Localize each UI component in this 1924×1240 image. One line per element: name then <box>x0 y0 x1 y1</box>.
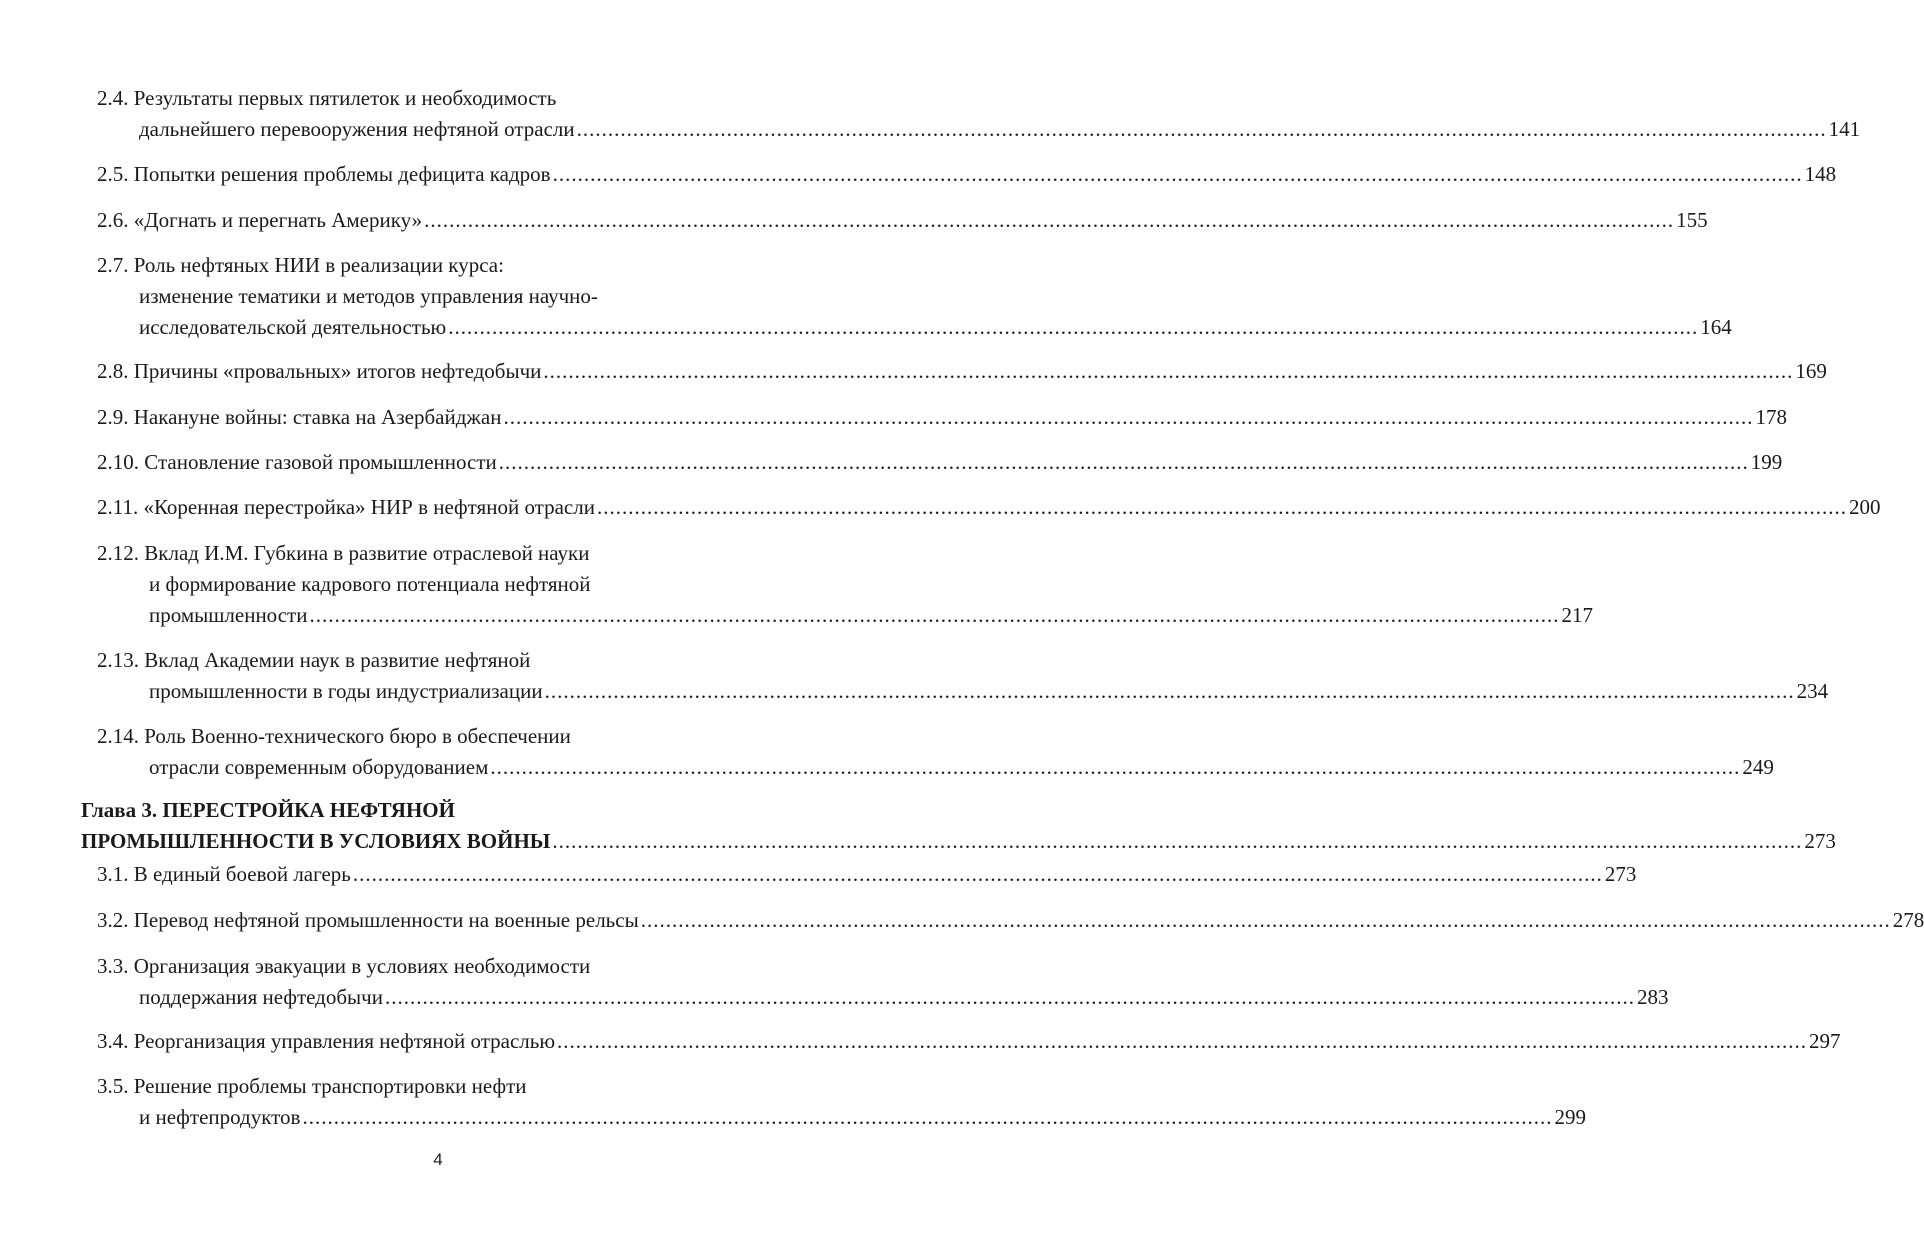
toc-title: 2.11. «Коренная перестройка» НИР в нефтяной отрасли <box>97 495 595 519</box>
dot-leader: ........................................................................................................................................................................................................ <box>503 405 1754 429</box>
toc-title: 2.13. Вклад Академии наук в развитие нефтяной <box>97 648 531 672</box>
dot-leader: ........................................................................................................................................................................................................ <box>448 315 1699 339</box>
dot-leader: ........................................................................................................................................................................................................ <box>490 755 1741 779</box>
dot-leader: ........................................................................................................................................................................................................ <box>552 829 1803 853</box>
toc-title: 3.3. Организация эвакуации в условиях необходимости <box>97 954 591 978</box>
toc-title: 2.14. Роль Военно-технического бюро в обеспечении <box>97 724 571 748</box>
dot-leader: ........................................................................................................................................................................................................ <box>596 495 1847 519</box>
toc-title: дальнейшего перевооружения нефтяной отрасли <box>139 117 575 141</box>
toc-page-number: 178 <box>1755 405 1787 429</box>
toc-title: поддержания нефтедобычи <box>139 985 383 1009</box>
dot-leader: ........................................................................................................................................................................................................ <box>552 162 1803 186</box>
toc-title: и формирование кадрового потенциала нефтяной <box>149 572 591 596</box>
page-number: 4 <box>433 1150 443 1169</box>
toc-title: 2.12. Вклад И.М. Губкина в развитие отраслевой науки <box>97 541 590 565</box>
toc-page-number: 155 <box>1676 208 1708 232</box>
dot-leader: ........................................................................................................................................................................................................ <box>576 117 1827 141</box>
toc-title: 3.4. Реорганизация управления нефтяной отраслью <box>97 1029 556 1053</box>
toc-page-number: 283 <box>1636 985 1669 1009</box>
dot-leader: ........................................................................................................................................................................................................ <box>424 208 1675 232</box>
dot-leader: ........................................................................................................................................................................................................ <box>640 908 1891 932</box>
dot-leader: ........................................................................................................................................................................................................ <box>302 1105 1553 1129</box>
dot-leader: ........................................................................................................................................................................................................ <box>384 985 1635 1009</box>
toc-title: 3.5. Решение проблемы транспортировки нефти <box>97 1074 527 1098</box>
toc-title: Глава 3. ПЕРЕСТРОЙКА НЕФТЯНОЙ <box>81 798 455 822</box>
toc-page-number: 299 <box>1554 1105 1586 1129</box>
toc-title: промышленности в годы индустриализации <box>149 679 543 703</box>
toc-title: изменение тематики и методов управления научно- <box>139 284 598 308</box>
toc-title: 2.6. «Догнать и перегнать Америку» <box>97 208 423 232</box>
toc-title: и нефтепродуктов <box>139 1105 301 1129</box>
toc-page-number: 217 <box>1561 603 1593 627</box>
toc-title: 2.8. Причины «провальных» итогов нефтедобычи <box>97 359 542 383</box>
toc-title: 2.4. Результаты первых пятилеток и необходимость <box>97 86 557 110</box>
dot-leader: ........................................................................................................................................................................................................ <box>352 862 1603 886</box>
dot-leader: ........................................................................................................................................................................................................ <box>544 679 1795 703</box>
dot-leader: ........................................................................................................................................................................................................ <box>309 603 1560 627</box>
dot-leader: ........................................................................................................................................................................................................ <box>557 1029 1808 1053</box>
toc-page-number: 273 <box>1804 829 1836 853</box>
dot-leader: ........................................................................................................................................................................................................ <box>498 450 1749 474</box>
toc-title: ПРОМЫШЛЕННОСТИ В УСЛОВИЯХ ВОЙНЫ <box>81 829 551 853</box>
toc-title: 2.7. Роль нефтяных НИИ в реализации курса: <box>97 253 504 277</box>
toc-page-number: 234 <box>1796 679 1829 703</box>
toc-page-number: 249 <box>1742 755 1774 779</box>
toc-title: промышленности <box>149 603 308 627</box>
toc-title: 2.10. Становление газовой промышленности <box>97 450 497 474</box>
toc-page-number: 273 <box>1604 862 1637 886</box>
toc-page-number: 164 <box>1700 315 1732 339</box>
toc-page-number: 297 <box>1809 1029 1841 1053</box>
toc-title: отрасли современным оборудованием <box>149 755 489 779</box>
toc-page-number: 169 <box>1795 359 1827 383</box>
toc-page-number: 199 <box>1750 450 1783 474</box>
toc-title: 3.2. Перевод нефтяной промышленности на военные рельсы <box>97 908 639 932</box>
toc-page-number: 278 <box>1892 908 1924 932</box>
toc-title: 3.1. В единый боевой лагерь <box>97 862 351 886</box>
toc-title: 2.9. Накануне войны: ставка на Азербайджан <box>97 405 502 429</box>
toc-page-number: 148 <box>1804 162 1837 186</box>
toc-page-number: 200 <box>1848 495 1881 519</box>
toc-title: исследовательской деятельностью <box>139 315 447 339</box>
toc-page-number: 141 <box>1828 117 1861 141</box>
toc-title: 2.5. Попытки решения проблемы дефицита кадров <box>97 162 551 186</box>
dot-leader: ........................................................................................................................................................................................................ <box>543 359 1794 383</box>
